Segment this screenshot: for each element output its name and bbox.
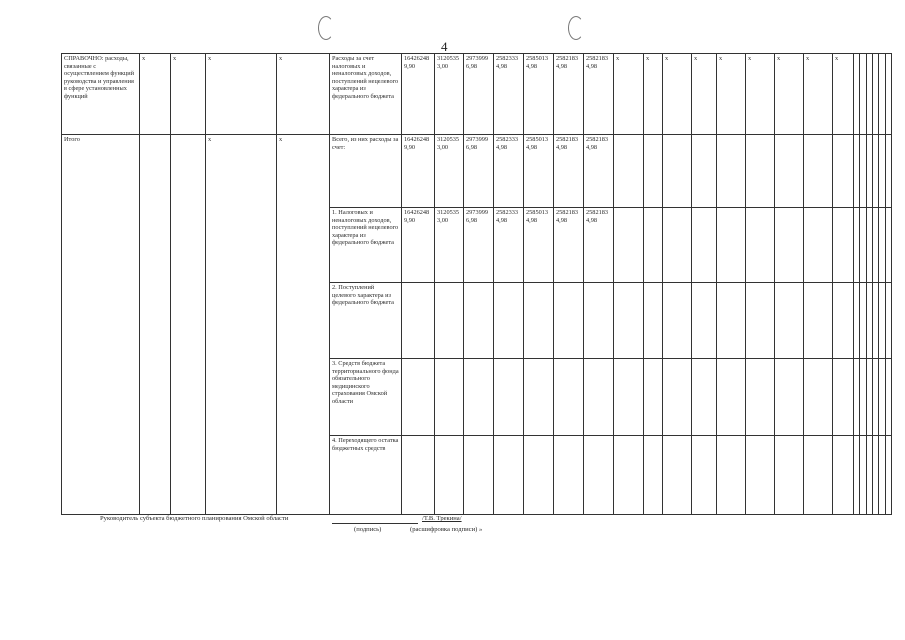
expense-desc-cell: 3. Средств бюджета территориального фонда обязательного медицинского страхования Омской области — [330, 359, 402, 436]
value-cell — [494, 283, 524, 359]
empty-cell — [663, 283, 692, 359]
empty-cell — [644, 208, 663, 283]
empty-cell — [804, 135, 833, 208]
value-cell — [584, 283, 614, 359]
empty-cell — [614, 436, 644, 515]
x-mark-cell — [140, 135, 171, 515]
x-mark-cell: x — [804, 54, 833, 135]
x-mark-cell: x — [746, 54, 775, 135]
x-mark-cell: x — [717, 54, 746, 135]
value-cell: 25821834,98 — [554, 208, 584, 283]
value-cell — [464, 359, 494, 436]
empty-cell — [746, 208, 775, 283]
x-mark-cell: x — [277, 54, 330, 135]
expense-desc-cell: 2. Поступлений целевого характера из федерального бюджета — [330, 283, 402, 359]
empty-cell — [833, 359, 854, 436]
x-mark-cell: x — [663, 54, 692, 135]
empty-cell — [644, 135, 663, 208]
empty-cell — [804, 359, 833, 436]
empty-cell — [804, 208, 833, 283]
empty-cell — [746, 283, 775, 359]
scan-artifact-right — [568, 16, 584, 40]
page-number: 4 — [441, 39, 448, 54]
value-cell — [554, 359, 584, 436]
empty-cell — [833, 208, 854, 283]
x-mark-cell — [885, 54, 891, 135]
x-mark-cell: x — [644, 54, 663, 135]
empty-cell — [614, 359, 644, 436]
value-cell: 25821834,98 — [554, 135, 584, 208]
empty-cell — [746, 436, 775, 515]
expense-desc-cell: Всего, из них расходы за счет: — [330, 135, 402, 208]
value-cell: 29739996,98 — [464, 208, 494, 283]
signature-line — [332, 523, 418, 524]
value-cell: 164262489,90 — [402, 208, 435, 283]
signature-caption-decode: (расшифровка подписи) » — [410, 526, 483, 533]
value-cell: 25821834,98 — [584, 135, 614, 208]
x-mark-cell: x — [692, 54, 717, 135]
empty-cell — [644, 283, 663, 359]
value-cell — [402, 359, 435, 436]
total-label-cell: Итого — [62, 135, 140, 515]
empty-cell — [885, 135, 891, 208]
value-cell — [464, 283, 494, 359]
empty-cell — [833, 436, 854, 515]
value-cell — [524, 359, 554, 436]
empty-cell — [775, 283, 804, 359]
value-cell: 29739996,98 — [464, 135, 494, 208]
x-mark-cell: x — [775, 54, 804, 135]
row-label-cell: СПРАВОЧНО: расходы, связанные с осуществлением функций руководства и управления в сфере установленных функций — [62, 54, 140, 135]
value-cell: 164262489,90 — [402, 54, 435, 135]
empty-cell — [614, 283, 644, 359]
value-cell — [584, 359, 614, 436]
value-cell: 25850134,98 — [524, 208, 554, 283]
value-cell — [524, 283, 554, 359]
value-cell: 25821834,98 — [584, 208, 614, 283]
empty-cell — [885, 283, 891, 359]
empty-cell — [692, 135, 717, 208]
empty-cell — [717, 436, 746, 515]
empty-cell — [804, 436, 833, 515]
value-cell: 25850134,98 — [524, 135, 554, 208]
signature-block — [100, 515, 600, 537]
value-cell: 25823334,98 — [494, 208, 524, 283]
value-cell: 25823334,98 — [494, 54, 524, 135]
value-cell: 31205353,00 — [435, 208, 464, 283]
value-cell: 25823334,98 — [494, 135, 524, 208]
empty-cell — [775, 359, 804, 436]
value-cell: 25821834,98 — [584, 54, 614, 135]
x-mark-cell: x — [833, 54, 854, 135]
empty-cell — [692, 436, 717, 515]
value-cell: 164262489,90 — [402, 135, 435, 208]
table-row — [62, 54, 892, 135]
empty-cell — [775, 208, 804, 283]
value-cell — [402, 283, 435, 359]
empty-cell — [885, 208, 891, 283]
x-mark-cell: x — [140, 54, 171, 135]
empty-cell — [663, 135, 692, 208]
value-cell — [554, 283, 584, 359]
empty-cell — [775, 436, 804, 515]
empty-cell — [717, 283, 746, 359]
empty-cell — [833, 283, 854, 359]
empty-cell — [644, 359, 663, 436]
expense-desc-cell: 1. Налоговых и неналоговых доходов, поступлений нецелевого характера из федерального бюджета — [330, 208, 402, 283]
value-cell — [524, 436, 554, 515]
empty-cell — [663, 436, 692, 515]
expense-desc-cell: 4. Переходящего остатка бюджетных средств — [330, 436, 402, 515]
value-cell — [494, 359, 524, 436]
x-mark-cell: x — [206, 54, 277, 135]
value-cell — [584, 436, 614, 515]
value-cell — [435, 283, 464, 359]
x-mark-cell: x — [277, 135, 330, 515]
value-cell — [402, 436, 435, 515]
value-cell: 31205353,00 — [435, 135, 464, 208]
expense-desc-cell: Расходы за счет налоговых и неналоговых доходов, поступлений нецелевого характера из федерального бюджета — [330, 54, 402, 135]
empty-cell — [692, 283, 717, 359]
value-cell: 25850134,98 — [524, 54, 554, 135]
empty-cell — [833, 135, 854, 208]
empty-cell — [614, 208, 644, 283]
empty-cell — [717, 208, 746, 283]
value-cell: 31205353,00 — [435, 54, 464, 135]
empty-cell — [644, 436, 663, 515]
scan-artifact-left — [318, 16, 334, 40]
empty-cell — [717, 359, 746, 436]
signature-caption-sign: (подпись) — [354, 526, 382, 533]
signature-name: /Т.В. Трекина/ — [422, 515, 462, 522]
x-mark-cell: x — [206, 135, 277, 515]
empty-cell — [885, 359, 891, 436]
empty-cell — [663, 359, 692, 436]
table-row — [62, 135, 892, 208]
value-cell — [464, 436, 494, 515]
empty-cell — [692, 359, 717, 436]
empty-cell — [885, 436, 891, 515]
empty-cell — [692, 208, 717, 283]
x-mark-cell: x — [614, 54, 644, 135]
value-cell — [494, 436, 524, 515]
value-cell — [435, 359, 464, 436]
signature-label: Руководитель субъекта бюджетного планирования Омской области — [100, 515, 289, 522]
value-cell: 29739996,98 — [464, 54, 494, 135]
empty-cell — [804, 283, 833, 359]
empty-cell — [746, 359, 775, 436]
empty-cell — [775, 135, 804, 208]
empty-cell — [614, 135, 644, 208]
value-cell: 25821834,98 — [554, 54, 584, 135]
value-cell — [435, 436, 464, 515]
budget-table — [61, 53, 892, 515]
value-cell — [554, 436, 584, 515]
empty-cell — [746, 135, 775, 208]
x-mark-cell: x — [171, 54, 206, 135]
empty-cell — [717, 135, 746, 208]
x-mark-cell — [171, 135, 206, 515]
empty-cell — [663, 208, 692, 283]
